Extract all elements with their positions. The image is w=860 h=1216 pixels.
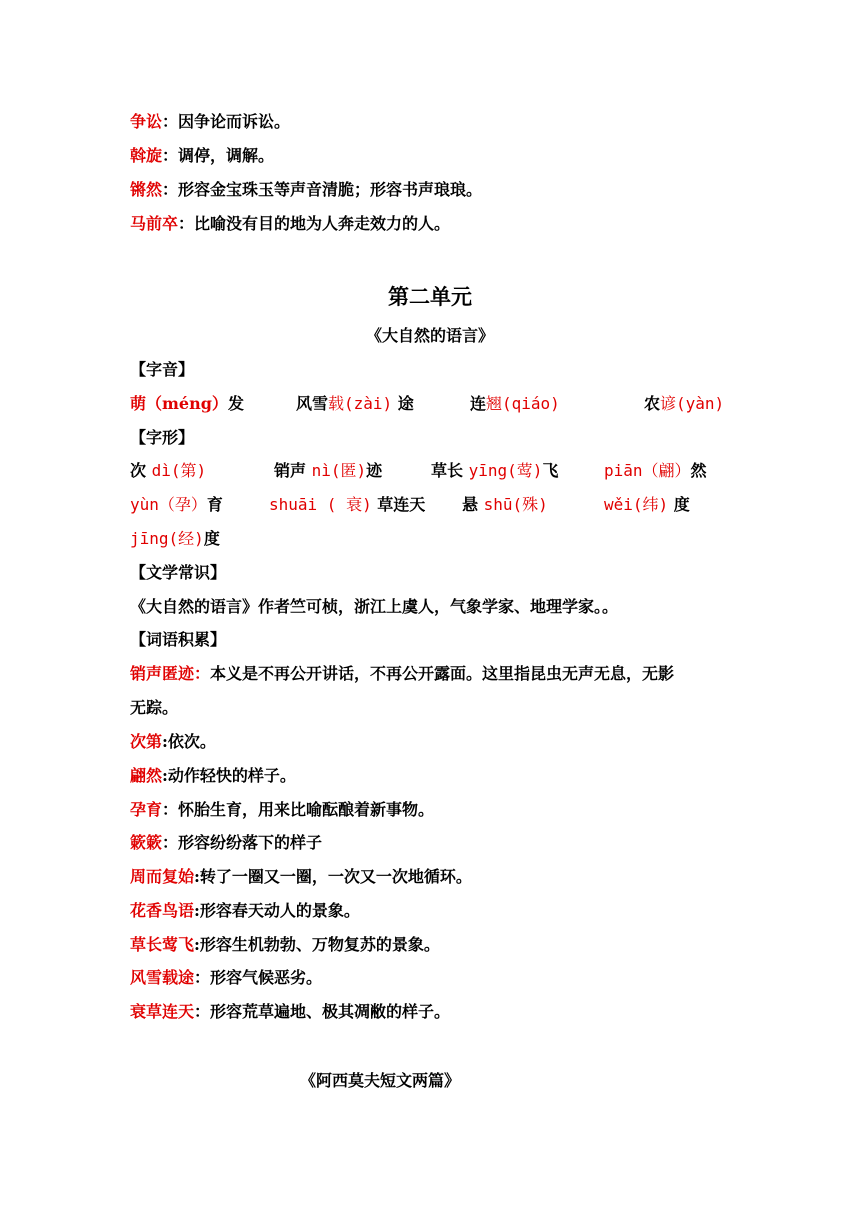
definition: :依次。 xyxy=(162,732,216,751)
form-item-shuai: shuāi ( 衰) 草连天 xyxy=(269,495,426,514)
vocab-item-shuaicaoliantian xyxy=(130,1002,450,1022)
vocab-item-zhouerfushi xyxy=(130,867,472,887)
pronunciation-row xyxy=(130,394,730,414)
vocab-item-yunyu xyxy=(130,800,434,820)
term: 风雪载途 xyxy=(130,968,195,987)
term: 销声匿迹： xyxy=(130,664,211,683)
section-heading-form: 【字形】 xyxy=(130,428,195,447)
vocab-item-fengxuezaitu xyxy=(130,968,322,988)
term: 争讼 xyxy=(130,112,163,131)
pron-item-yan: 农谚(yàn) xyxy=(644,394,725,413)
definition: ：怀胎生育，用来比喻酝酿着新事物。 xyxy=(162,800,435,819)
vocab-item-pianran xyxy=(130,766,296,786)
unit-title: 第二单元 xyxy=(388,284,472,309)
term: 簌簌 xyxy=(130,833,163,852)
term: 次第 xyxy=(130,732,163,751)
term: 孕育 xyxy=(130,800,163,819)
form-item-jing: jīng(经)度 xyxy=(130,529,220,548)
vocab-item-xiaoshengniji xyxy=(130,664,674,684)
form-row-3 xyxy=(130,529,220,549)
definition-maqianzu: 马前卒：比喻没有目的地为人奔走效力的人。 xyxy=(130,214,451,233)
form-item-pian: piān（翩）然 xyxy=(604,461,707,480)
definition-qiangran: 锵然：形容金宝珠玉等声音清脆；形容书声琅琅。 xyxy=(130,180,483,199)
lesson-title: 《大自然的语言》 xyxy=(365,326,494,345)
definition: 因争论而诉讼。 xyxy=(178,112,291,131)
form-item-ni: 销声 nì(匿)迹 xyxy=(274,461,383,480)
definition: 比喻没有目的地为人奔走效力的人。 xyxy=(194,214,451,233)
vocab-item-xiaoshengniji-cont: 无踪。 xyxy=(130,698,179,717)
definition: 调停，调解。 xyxy=(178,146,275,165)
vocab-item-cidi xyxy=(130,732,216,752)
term: 周而复始 xyxy=(130,867,195,886)
next-lesson-title: 《阿西莫夫短文两篇》 xyxy=(300,1071,461,1090)
definition: ：形容纷纷落下的样子 xyxy=(162,833,323,852)
definition-zhengsong: 争讼：因争论而诉讼。 xyxy=(130,112,291,131)
vocab-item-huaxiangniaoyu xyxy=(130,901,360,921)
form-item-yun: yùn（孕）育 xyxy=(130,495,223,514)
vocab-item-susu xyxy=(130,833,322,853)
form-row-1 xyxy=(130,461,730,481)
definition: :动作轻快的样子。 xyxy=(162,766,296,785)
section-heading-pronunciation: 【字音】 xyxy=(130,360,195,379)
vocab-item-caozhangyingfei xyxy=(130,935,440,955)
definition-woxuan: 斡旋：调停，调解。 xyxy=(130,146,275,165)
definition: :形容生机勃勃、万物复苏的景象。 xyxy=(194,935,440,954)
pron-item-meng: 萌（méng）发 xyxy=(130,394,244,413)
form-item-shu: 悬 shū(殊) xyxy=(462,495,548,514)
section-heading-vocab: 【词语积累】 xyxy=(130,630,227,649)
form-item-di: 次 dì(第) xyxy=(130,461,207,480)
term: 翩然 xyxy=(130,766,163,785)
definition: 本义是不再公开讲话，不再公开露面。这里指昆虫无声无息，无影 xyxy=(210,664,675,683)
definition: 形容金宝珠玉等声音清脆；形容书声琅琅。 xyxy=(178,180,483,199)
form-row-2 xyxy=(130,495,730,515)
pron-item-qiao: 连翘(qiáo) xyxy=(470,394,560,413)
form-item-wei: wěi(纬) 度 xyxy=(604,495,690,514)
definition: :转了一圈又一圈，一次又一次地循环。 xyxy=(194,867,472,886)
term: 草长莺飞 xyxy=(130,935,195,954)
definition: ：形容气候恶劣。 xyxy=(194,968,323,987)
term: 锵然 xyxy=(130,180,163,199)
term: 花香鸟语 xyxy=(130,901,195,920)
pron-item-zai: 风雪载(zài) 途 xyxy=(296,394,414,413)
term: 斡旋 xyxy=(130,146,163,165)
literature-text: 《大自然的语言》作者竺可桢，浙江上虞人，气象学家、地理学家。。 xyxy=(130,597,619,616)
form-item-ying: 草长 yīng(莺)飞 xyxy=(431,461,559,480)
term: 衰草连天 xyxy=(130,1002,195,1021)
section-heading-literature: 【文学常识】 xyxy=(130,563,227,582)
definition: :形容春天动人的景象。 xyxy=(194,901,360,920)
definition: ：形容荒草遍地、极其凋敝的样子。 xyxy=(194,1002,451,1021)
term: 马前卒 xyxy=(130,214,179,233)
